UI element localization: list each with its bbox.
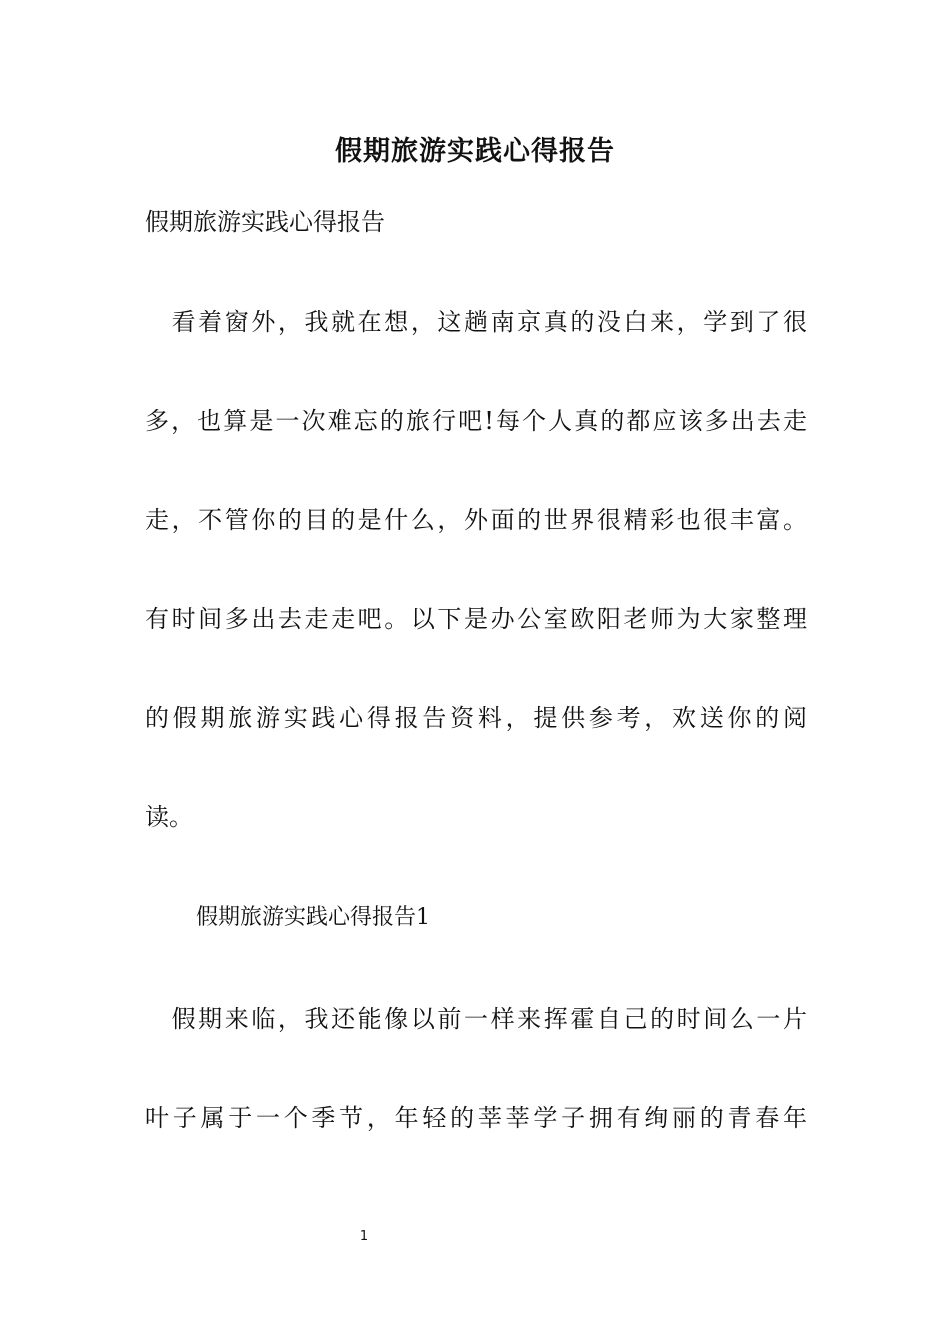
section-heading: 假期旅游实践心得报告1 [196,905,430,930]
paragraph-line: 读。 [145,803,193,831]
paragraph-line: 多，也算是一次难忘的旅行吧!每个人真的都应该多出去走 [145,407,807,435]
paragraph-line: 看着窗外，我就在想，这趟南京真的没白来，学到了很 [145,308,807,336]
document-title: 假期旅游实践心得报告 [335,136,615,167]
paragraph-line: 走，不管你的目的是什么，外面的世界很精彩也很丰富。 [145,506,807,534]
paragraph-line: 的假期旅游实践心得报告资料，提供参考，欢送你的阅 [145,704,807,732]
document-subtitle: 假期旅游实践心得报告 [145,208,385,236]
paragraph-line: 叶子属于一个季节，年轻的莘莘学子拥有绚丽的青春年 [145,1104,807,1132]
paragraph-line: 假期来临，我还能像以前一样来挥霍自己的时间么一片 [145,1005,807,1033]
paragraph-line: 有时间多出去走走吧。以下是办公室欧阳老师为大家整理 [145,605,807,633]
page-number: 1 [359,1229,369,1244]
